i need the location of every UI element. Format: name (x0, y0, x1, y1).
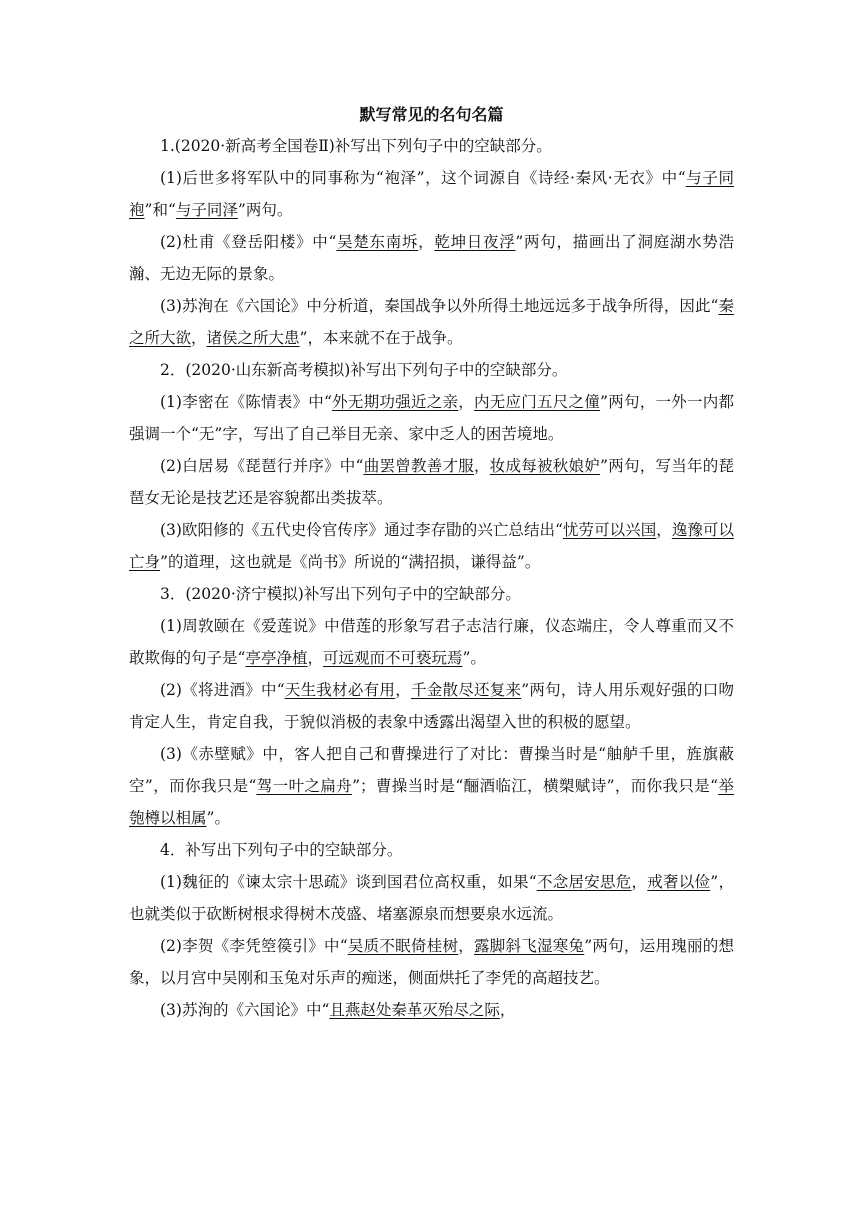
answer-text: 外无期功强近之亲 (331, 393, 459, 411)
paragraph-text: ， (191, 329, 207, 347)
paragraph-text: ， (395, 681, 411, 699)
answer-text: 露脚斜飞湿寒兔 (473, 937, 585, 955)
answer-text: 内无应门五尺之僮 (473, 393, 601, 411)
answer-text: 可远观而不可亵玩焉 (322, 649, 463, 667)
paragraph-text: ”；曹操当时是“酾酒临江，横槊赋诗”，而你我只是“ (352, 777, 719, 795)
paragraph-text: (3)苏洵的《六国论》中“ (160, 1001, 330, 1019)
answer-text: 戒奢以俭 (647, 873, 711, 891)
paragraph (129, 354, 734, 386)
paragraph (129, 162, 734, 226)
paragraph (129, 930, 734, 994)
answer-text: 逸豫可以亡身 (129, 521, 734, 571)
paragraph (129, 674, 734, 738)
answer-text: 天生我材必有用 (284, 681, 396, 699)
answer-text: 诸侯之所大患 (206, 329, 300, 347)
paragraph-text: (3)《赤壁赋》中，客人把自己和曹操进行了对比：曹操当时是“舳舻千里，旌旗蔽空”，而你我只是“ (129, 745, 734, 795)
paragraph-text: ”，也就类似于砍断树根求得树木茂盛、堵塞源泉而想要泉水远流。 (129, 873, 734, 923)
paragraph (129, 834, 734, 866)
paragraph-text: ”两句，诗人用乐观好强的口吻肯定人生，肯定自我，于貌似消极的表象中透露出渴望入世的积极的愿望。 (129, 681, 734, 731)
paragraph-text: ， (656, 521, 672, 539)
answer-text: 且燕赵处秦革灭殆尽之际 (329, 1001, 500, 1019)
paragraph (129, 290, 734, 354)
paragraph-text: ”两句，运用瑰丽的想象，以月宫中吴刚和玉兔对乐声的痴迷，侧面烘托了李凭的高超技艺。 (129, 937, 734, 987)
paragraph-text: (1)周敦颐在《爱莲说》中借莲的形象写君子志洁行廉，仪态端庄，令人尊重而又不敢欺侮的句子是“ (129, 617, 734, 667)
answer-text: 驾一叶之扁舟 (256, 777, 353, 795)
paragraph-text: ， (473, 457, 490, 475)
paragraph-text: ”的道理，这也就是《尚书》所说的“满招损，谦得益”。 (160, 553, 541, 571)
answer-text: 曲罢曾教善才服 (363, 457, 474, 475)
paragraph-text: ， (307, 649, 323, 667)
paragraph-text: ”两句，一外一内都强调一个“无”字，写出了自己举目无亲、家中乏人的困苦境地。 (129, 393, 734, 443)
answer-text: 与子同泽 (175, 201, 238, 219)
paragraph (129, 610, 734, 674)
answer-text: 吴楚东南坼 (336, 233, 419, 251)
paragraph (129, 994, 734, 1026)
paragraph-text: ”两句，描画出了洞庭湖水势浩瀚、无边无际的景象。 (129, 233, 734, 283)
paragraph-text: 4．补写出下列句子中的空缺部分。 (160, 841, 403, 859)
paragraph-text: ”和“ (144, 201, 176, 219)
paragraph (129, 738, 734, 834)
paragraph-text: ， (418, 233, 435, 251)
paragraph-text: (2)白居易《琵琶行并序》中“ (160, 457, 364, 475)
paragraph-text: (1)魏征的《谏太宗十思疏》谈到国君位高权重，如果“ (160, 873, 537, 891)
paragraph-text: ， (458, 393, 474, 411)
paragraph (129, 386, 734, 450)
paragraph-text: ， (499, 1001, 516, 1019)
answer-text: 亭亭净植 (245, 649, 308, 667)
paragraph-text: ， (458, 937, 474, 955)
answer-text: 妆成每被秋娘妒 (489, 457, 601, 475)
paragraph-text: ”，本来就不在于战争。 (299, 329, 463, 347)
paragraph (129, 866, 734, 930)
paragraph-text: 2．(2020·山东新高考模拟)补写出下列句子中的空缺部分。 (160, 361, 568, 379)
paragraph-text: ”两句。 (237, 201, 293, 219)
paragraph-text: ”两句，写当年的琵琶女无论是技艺还是容貌都出类拔萃。 (129, 457, 734, 507)
paragraph (129, 226, 734, 290)
answer-text: 忧劳可以兴国 (562, 521, 657, 539)
answer-text: 乾坤日夜浮 (434, 233, 516, 251)
answer-text: 吴质不眠倚桂树 (347, 937, 459, 955)
answer-text: 不念居安思危 (536, 873, 632, 891)
document-body (129, 130, 734, 1026)
answer-text: 千金散尽还复来 (410, 681, 522, 699)
paragraph (129, 450, 734, 514)
answer-text: 秦之所大欲 (129, 297, 734, 347)
answer-text: 举匏樽以相属 (129, 777, 734, 827)
paragraph-text: (2)杜甫《登岳阳楼》中“ (160, 233, 337, 251)
paragraph-text: (2)李贺《李凭箜篌引》中“ (160, 937, 348, 955)
paragraph-text: (3)苏洵在《六国论》中分析道，秦国战争以外所得土地远远多于战争所得，因此“ (160, 297, 719, 315)
paragraph (129, 514, 734, 578)
paragraph-text: 1.(2020·新高考全国卷Ⅱ)补写出下列句子中的空缺部分。 (160, 137, 552, 155)
page-title: 默写常见的名句名篇 (359, 105, 504, 124)
paragraph (129, 578, 734, 610)
paragraph-text: ”。 (462, 649, 486, 667)
paragraph-text: 3．(2020·济宁模拟)补写出下列句子中的空缺部分。 (160, 585, 521, 603)
document-page (129, 100, 734, 1026)
paragraph-text: (2)《将进酒》中“ (160, 681, 285, 699)
answer-text: 与子同袍 (129, 169, 734, 219)
paragraph-text: ”。 (206, 809, 230, 827)
paragraph-text: (1)李密在《陈情表》中“ (160, 393, 332, 411)
paragraph-text: (1)后世多将军队中的同事称为“袍泽”，这个词源自《诗经·秦风·无衣》中“ (160, 169, 686, 187)
paragraph-text: (3)欧阳修的《五代史伶官传序》通过李存勖的兴亡总结出“ (160, 521, 563, 539)
paragraph-text: ， (631, 873, 648, 891)
paragraph (129, 130, 734, 162)
